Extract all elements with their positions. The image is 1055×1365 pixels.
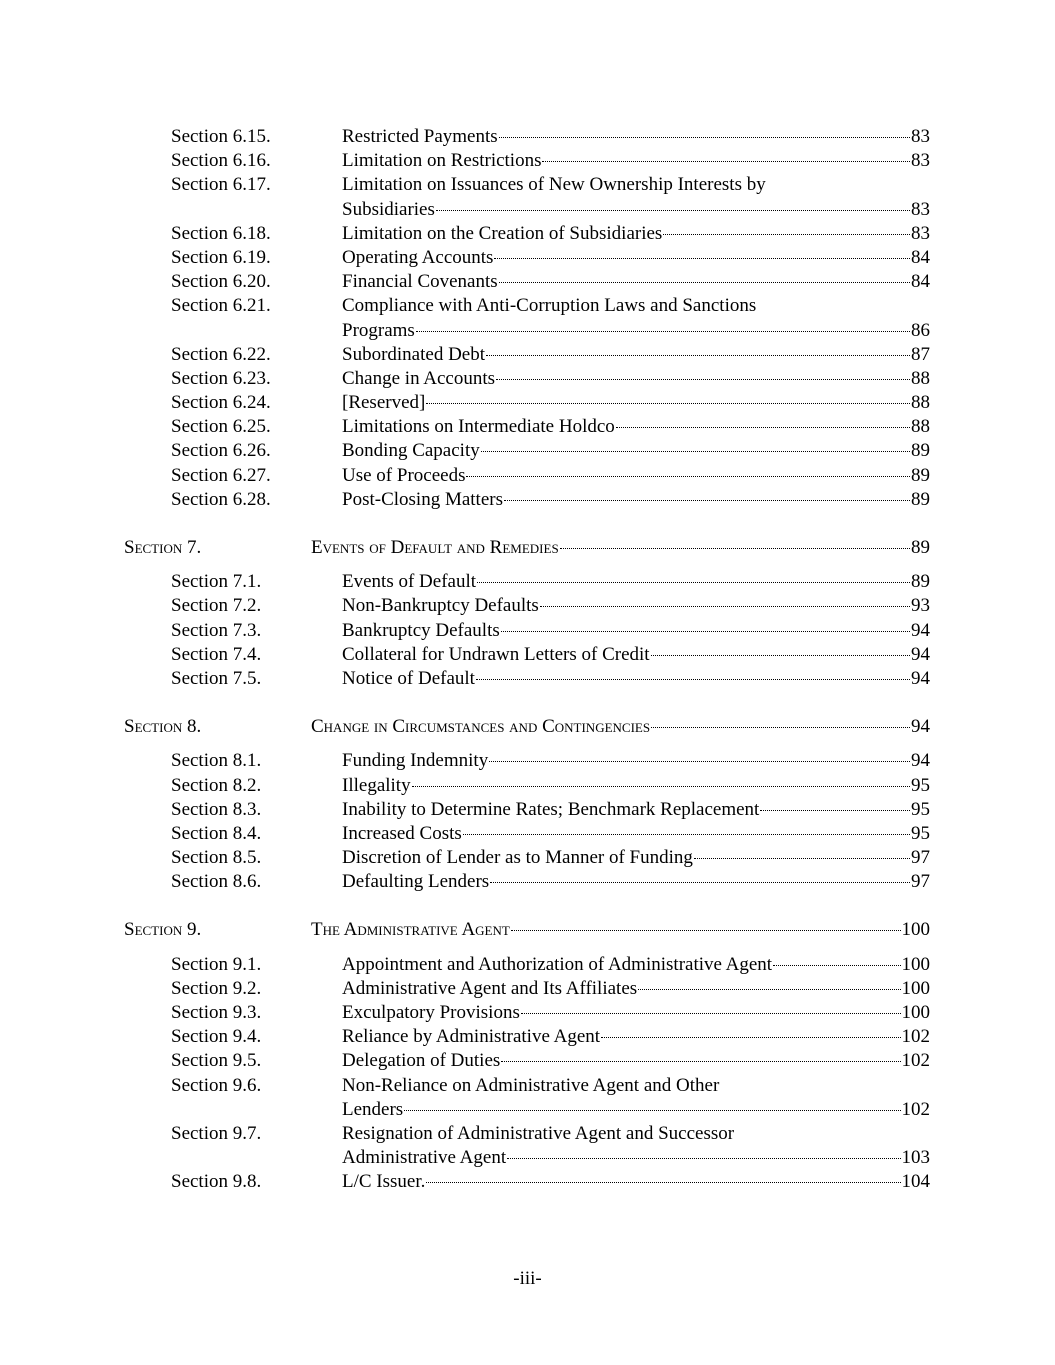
page-number-ref: 94	[911, 716, 930, 738]
section-title-text: Collateral for Undrawn Letters of Credit	[342, 643, 650, 665]
toc-entry	[0, 846, 1055, 870]
page-number-ref: 94	[911, 619, 930, 641]
dot-leader	[499, 282, 910, 283]
section-number: Section 9.8.	[171, 1171, 262, 1193]
toc-entry	[0, 488, 1055, 512]
section-title-text: Programs	[342, 319, 415, 341]
toc-entry	[0, 1170, 1055, 1194]
page-number-ref: 100	[901, 919, 930, 941]
section-title-text: Administrative Agent and Its Affiliates	[342, 977, 638, 999]
article-title	[311, 536, 930, 560]
toc-entry	[0, 977, 1055, 1001]
article-number: Section 9.	[124, 919, 202, 941]
section-title	[342, 125, 930, 149]
toc-entry-continuation	[0, 1146, 1055, 1170]
section-number: Section 6.25.	[171, 416, 271, 438]
section-title-text: Events of Default	[342, 571, 477, 593]
toc-entry	[0, 391, 1055, 415]
section-title-text: Exculpatory Provisions	[342, 1002, 520, 1023]
section-title-text: Subordinated Debt	[342, 343, 486, 365]
toc-entry	[0, 173, 1055, 197]
article-title-text: The Administrative Agent	[311, 919, 510, 941]
section-title	[342, 774, 930, 798]
dot-leader	[601, 1037, 900, 1038]
dot-leader	[540, 606, 910, 607]
section-title-text: Bankruptcy Defaults	[342, 619, 500, 641]
section-title-text: Discretion of Lender as to Manner of Funding	[342, 847, 693, 869]
section-title-text: Funding Indemnity	[342, 750, 489, 772]
page-number: -iii-	[513, 1268, 542, 1289]
toc-entry	[0, 643, 1055, 667]
toc-article-heading	[0, 918, 1055, 942]
section-title	[342, 439, 930, 463]
section-number: Section 6.19.	[171, 246, 271, 268]
dot-leader	[504, 500, 910, 501]
toc-entry	[0, 953, 1055, 977]
toc-entry	[0, 1074, 1055, 1098]
page-number-ref: 89	[911, 440, 930, 462]
section-title-text: Delegation of Duties	[342, 1050, 501, 1072]
section-title	[342, 488, 930, 512]
page-number-ref: 89	[911, 488, 930, 510]
page-number-ref: 84	[911, 271, 930, 293]
dot-leader	[412, 786, 910, 787]
section-title	[342, 246, 930, 270]
article-title-text: Events of Default and Remedies	[311, 537, 559, 558]
toc-entry	[0, 439, 1055, 463]
section-title-text: Non-Bankruptcy Defaults	[342, 595, 539, 617]
page-number-ref: 100	[901, 1002, 930, 1023]
section-title-text: Reliance by Administrative Agent	[342, 1026, 601, 1048]
section-title	[342, 1049, 930, 1073]
toc-entry	[0, 415, 1055, 439]
section-title	[342, 1098, 930, 1122]
section-number: Section 6.26.	[171, 440, 271, 462]
section-title	[342, 1025, 930, 1049]
page-number-ref: 83	[911, 222, 930, 244]
section-number: Section 6.28.	[171, 488, 271, 510]
toc-entry	[0, 149, 1055, 173]
section-title	[342, 977, 930, 1001]
section-title-text: Post-Closing Matters	[342, 488, 503, 510]
section-title-text: Increased Costs	[342, 822, 462, 844]
dot-leader	[507, 1158, 900, 1159]
section-title-text: Inability to Determine Rates; Benchmark Replacement	[342, 798, 760, 820]
article-title	[311, 715, 930, 739]
section-title-text: Restricted Payments	[342, 126, 498, 147]
dot-leader	[404, 1110, 900, 1111]
section-title-text: Use of Proceeds	[342, 464, 466, 486]
article-number: Section 8.	[124, 716, 202, 738]
section-title	[342, 367, 930, 391]
toc-entry-continuation	[0, 198, 1055, 222]
section-title-text: Administrative Agent	[342, 1147, 507, 1169]
section-title-text: Limitation on Restrictions	[342, 150, 542, 172]
dot-leader	[466, 476, 910, 477]
dot-leader	[773, 965, 900, 966]
dot-leader	[760, 810, 910, 811]
toc-article-heading	[0, 715, 1055, 739]
section-title-text: [Reserved]	[342, 392, 426, 414]
toc-entry	[0, 1122, 1055, 1146]
section-title	[342, 1146, 930, 1170]
page-number-ref: 102	[901, 1026, 930, 1048]
section-title-text: Illegality	[342, 774, 411, 796]
page-number-ref: 89	[911, 464, 930, 486]
section-number: Section 6.24.	[171, 392, 271, 414]
dot-leader	[481, 451, 910, 452]
toc-entry	[0, 1049, 1055, 1073]
toc-entry	[0, 246, 1055, 270]
section-number: Section 7.2.	[171, 595, 262, 617]
section-title	[342, 415, 930, 439]
dot-leader	[616, 427, 910, 428]
section-title-text: Appointment and Authorization of Administrative Agent	[342, 953, 773, 975]
section-title	[342, 846, 930, 870]
toc-entry	[0, 1001, 1055, 1025]
section-title-text: L/C Issuer.	[342, 1171, 426, 1193]
toc-entry	[0, 749, 1055, 773]
section-title-text: Notice of Default	[342, 667, 475, 689]
section-number: Section 9.7.	[171, 1122, 262, 1144]
section-number: Section 6.22.	[171, 343, 271, 365]
dot-leader	[463, 834, 910, 835]
section-number: Section 8.6.	[171, 871, 262, 893]
page-number-ref: 88	[911, 392, 930, 414]
section-number: Section 9.5.	[171, 1050, 262, 1072]
toc-entry	[0, 667, 1055, 691]
section-title-text: Limitation on Issuances of New Ownership Interests by	[342, 174, 766, 196]
section-title-text: Subsidiaries	[342, 198, 435, 220]
section-title-text: Non-Reliance on Administrative Agent and Other	[342, 1074, 720, 1096]
section-title	[342, 343, 930, 367]
section-title	[342, 953, 930, 977]
section-number: Section 8.5.	[171, 847, 262, 869]
dot-leader	[651, 655, 910, 656]
page-number-ref: 94	[911, 750, 930, 772]
page-number-ref: 100	[901, 977, 930, 999]
section-number: Section 6.21.	[171, 295, 271, 317]
page-number-ref: 89	[911, 571, 930, 593]
toc-entry	[0, 343, 1055, 367]
page-number-ref: 87	[911, 343, 930, 365]
dot-leader	[499, 137, 910, 138]
dot-leader	[416, 331, 910, 332]
section-number: Section 6.16.	[171, 150, 271, 172]
section-number: Section 6.23.	[171, 367, 271, 389]
page-number-ref: 88	[911, 416, 930, 438]
section-number: Section 9.4.	[171, 1026, 262, 1048]
dot-leader	[476, 679, 910, 680]
section-title	[342, 464, 930, 488]
article-title-text: Change in Circumstances and Contingencies	[311, 716, 651, 738]
section-number: Section 9.3.	[171, 1002, 262, 1023]
section-number: Section 6.17.	[171, 174, 271, 196]
toc-entry-continuation	[0, 1098, 1055, 1122]
section-number: Section 7.4.	[171, 643, 262, 665]
section-title-text: Defaulting Lenders	[342, 871, 490, 893]
dot-leader	[490, 882, 910, 883]
dot-leader	[694, 858, 910, 859]
article-number: Section 7.	[124, 537, 202, 558]
section-title	[342, 594, 930, 618]
dot-leader	[511, 930, 901, 931]
dot-leader	[489, 761, 910, 762]
section-number: Section 8.1.	[171, 750, 262, 772]
dot-leader	[501, 631, 910, 632]
section-title	[342, 749, 930, 773]
article-title	[311, 918, 930, 942]
section-title-text: Lenders	[342, 1098, 404, 1120]
toc-entry	[0, 367, 1055, 391]
section-title-text: Compliance with Anti-Corruption Laws and Sanctions	[342, 295, 757, 317]
dot-leader	[477, 582, 910, 583]
page-number-ref: 94	[911, 643, 930, 665]
section-title	[342, 570, 930, 594]
page-number-ref: 84	[911, 246, 930, 268]
toc-entry	[0, 464, 1055, 488]
page-number-ref: 100	[901, 953, 930, 975]
section-number: Section 6.15.	[171, 126, 271, 147]
dot-leader	[501, 1061, 900, 1062]
page-number-ref: 97	[911, 847, 930, 869]
toc-entry	[0, 222, 1055, 246]
table-of-contents	[0, 125, 1055, 1195]
toc-entry	[0, 125, 1055, 149]
page-number-ref: 83	[911, 126, 930, 147]
dot-leader	[426, 403, 910, 404]
section-number: Section 9.6.	[171, 1074, 262, 1096]
section-title	[342, 870, 930, 894]
toc-entry	[0, 270, 1055, 294]
section-title-text: Operating Accounts	[342, 246, 494, 268]
toc-entry	[0, 294, 1055, 318]
dot-leader	[436, 210, 910, 211]
dot-leader	[486, 355, 910, 356]
page-number-ref: 102	[901, 1098, 930, 1120]
dot-leader	[521, 1013, 901, 1014]
dot-leader	[542, 161, 910, 162]
toc-entry	[0, 619, 1055, 643]
toc-entry	[0, 870, 1055, 894]
page-number-ref: 95	[911, 798, 930, 820]
section-title-line1	[342, 1074, 795, 1098]
section-title	[342, 1170, 930, 1194]
page-number-ref: 89	[911, 537, 930, 558]
section-title	[342, 198, 930, 222]
dot-leader	[560, 548, 910, 549]
dot-leader	[663, 234, 910, 235]
section-title-text: Change in Accounts	[342, 367, 496, 389]
toc-entry	[0, 774, 1055, 798]
section-number: Section 7.5.	[171, 667, 262, 689]
toc-entry	[0, 570, 1055, 594]
section-title-text: Limitations on Intermediate Holdco	[342, 416, 615, 438]
section-title-line1	[342, 173, 795, 197]
section-number: Section 9.2.	[171, 977, 262, 999]
toc-entry-continuation	[0, 319, 1055, 343]
page-number-ref: 83	[911, 150, 930, 172]
page-number-ref: 93	[911, 595, 930, 617]
section-title	[342, 798, 930, 822]
section-title	[342, 643, 930, 667]
toc-entry	[0, 798, 1055, 822]
dot-leader	[496, 379, 910, 380]
page-number-ref: 97	[911, 871, 930, 893]
section-title	[342, 270, 930, 294]
page-number-ref: 95	[911, 822, 930, 844]
section-title-line1	[342, 1122, 795, 1146]
section-title-text: Resignation of Administrative Agent and Successor	[342, 1122, 735, 1144]
section-number: Section 8.2.	[171, 774, 262, 796]
section-title	[342, 1001, 930, 1025]
toc-entry	[0, 822, 1055, 846]
section-number: Section 7.3.	[171, 619, 262, 641]
dot-leader	[494, 258, 910, 259]
section-title-text: Financial Covenants	[342, 271, 498, 293]
section-title	[342, 222, 930, 246]
section-title-text: Limitation on the Creation of Subsidiaries	[342, 222, 663, 244]
section-number: Section 7.1.	[171, 571, 262, 593]
section-title	[342, 619, 930, 643]
section-number: Section 6.18.	[171, 222, 271, 244]
toc-entry	[0, 594, 1055, 618]
section-title	[342, 667, 930, 691]
toc-article-heading	[0, 536, 1055, 560]
section-title-text: Bonding Capacity	[342, 440, 480, 462]
page-number-ref: 95	[911, 774, 930, 796]
dot-leader	[426, 1182, 900, 1183]
page-number-ref: 83	[911, 198, 930, 220]
section-number: Section 8.3.	[171, 798, 262, 820]
page-number-ref: 86	[911, 319, 930, 341]
dot-leader	[638, 989, 900, 990]
section-title	[342, 149, 930, 173]
toc-entry	[0, 1025, 1055, 1049]
page-number-ref: 102	[901, 1050, 930, 1072]
page-number-ref: 103	[901, 1147, 930, 1169]
page-number-ref: 104	[901, 1171, 930, 1193]
section-title	[342, 822, 930, 846]
section-title-line1	[342, 294, 795, 318]
section-number: Section 8.4.	[171, 822, 262, 844]
section-number: Section 6.27.	[171, 464, 271, 486]
section-number: Section 9.1.	[171, 953, 262, 975]
page-number-ref: 94	[911, 667, 930, 689]
section-title	[342, 391, 930, 415]
dot-leader	[651, 727, 910, 728]
page-number-ref: 88	[911, 367, 930, 389]
section-number: Section 6.20.	[171, 271, 271, 293]
section-title	[342, 319, 930, 343]
